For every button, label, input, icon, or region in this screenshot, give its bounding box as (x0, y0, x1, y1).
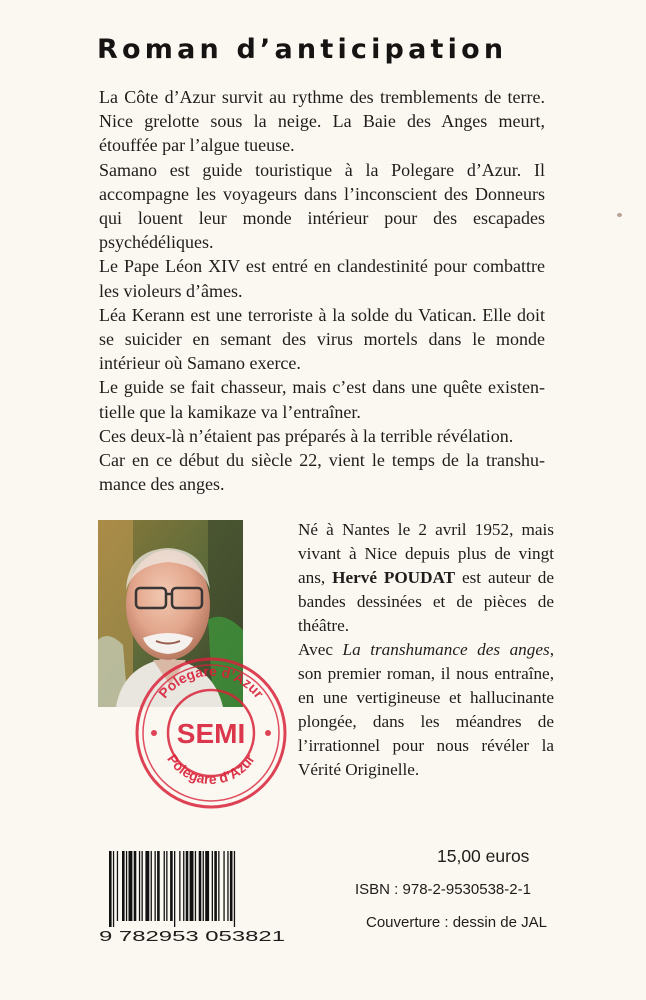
barcode-bar (139, 851, 140, 921)
synopsis-paragraph: Léa Kerann est une terroriste à la solde du Vatican. Elle doit se suicider en semant des virus mortels dans le monde intérieur où Samano exerce. (99, 304, 545, 374)
barcode-bar (205, 851, 209, 921)
synopsis-paragraph: Ces deux-là n’étaient pas préparés à la terrible révélation. (99, 425, 514, 446)
barcode-bar (199, 851, 202, 921)
bio-text: Avec (298, 640, 343, 659)
barcode-bar (174, 851, 175, 927)
author-bio (298, 518, 554, 782)
barcode-bar (129, 851, 133, 921)
bio-paragraph (298, 638, 554, 782)
synopsis-paragraph: Le Pape Léon XIV est entré en clandestinité pour combattre les violeurs d’âmes. (99, 256, 545, 301)
barcode-bar (142, 851, 143, 921)
barcode-bar (113, 851, 114, 927)
synopsis-paragraph: Samano est guide touristique à la Polegare d’Azur. Il accompagne les voyageurs dans l’inconscient des Donneurs qui louent leur monde intérieur pour des escapades psychédéliques. (99, 159, 545, 253)
barcode-bar (145, 851, 149, 921)
barcode-bar (218, 851, 219, 921)
barcode-bar (230, 851, 233, 921)
barcode-bar (134, 851, 137, 921)
bio-text: , son premier roman, il nous entraîne, en une vertigineuse et hallucinante plongée, dans les méandres de l’irrationnel pour nous révéler la Vérité Originelle. (298, 640, 554, 779)
barcode-bar (234, 851, 235, 927)
isbn: ISBN : 978-2-9530538-2-1 (355, 881, 531, 898)
price: 15,00 euros (437, 846, 530, 866)
barcode-bar (117, 851, 118, 921)
stamp-ring-top: Polegare d’Azur (155, 662, 268, 702)
barcode-bar (157, 851, 160, 921)
page-title: Roman d’anticipation (97, 34, 508, 65)
barcode-bar (195, 851, 196, 921)
barcode-bar (190, 851, 194, 921)
barcode-bar (166, 851, 167, 921)
synopsis-paragraph: Car en ce début du siècle 22, vient le temps de la transhumance des anges. (99, 450, 545, 495)
author-name: Hervé POUDAT (332, 568, 456, 587)
barcode-bar (122, 851, 125, 921)
svg-text:Polegare d’Azur (164, 751, 258, 787)
publisher-stamp (132, 654, 290, 812)
synopsis-paragraph: Le guide se fait chasseur, mais c’est dans une quête existentielle que la kamikaze va l’entraîner. (99, 377, 545, 422)
barcode-bar (164, 851, 165, 921)
barcode-bar (223, 851, 224, 921)
barcode-bar (214, 851, 217, 921)
bio-paragraph (298, 518, 554, 638)
barcode-bar (170, 851, 173, 921)
barcode-bar (126, 851, 127, 921)
barcode-bar (179, 851, 180, 921)
barcode-bar (183, 851, 184, 921)
barcode-bar (212, 851, 213, 921)
barcode-bar (151, 851, 152, 921)
stamp-ring-bottom: Polegare d’Azur (164, 751, 258, 788)
synopsis (99, 85, 545, 496)
bio-text: Né à Nantes le 2 avril 1952, mais vivant à Nice depuis plus de vingt ans, (298, 520, 554, 587)
bio-text: est auteur de bandes dessinées et de pièces de théâtre. (298, 568, 554, 635)
barcode (97, 851, 287, 943)
stamp-center-text: SEMI (176, 718, 246, 749)
book-title: La transhumance des anges (342, 640, 550, 659)
barcode-bar (155, 851, 156, 921)
cover-credit: Couverture : dessin de JAL (366, 914, 547, 931)
barcode-digits: 9 782953 053821 (99, 928, 285, 943)
synopsis-paragraph: La Côte d’Azur survit au rythme des tremblements de terre. Nice grelotte sous la neige. La Baie des Anges meurt, étouffée par l’algue tueuse. (99, 87, 545, 156)
barcode-bar (186, 851, 189, 921)
barcode-bar (109, 851, 112, 927)
barcode-bar (227, 851, 228, 921)
barcode-bar (203, 851, 204, 921)
paper-speck (617, 213, 622, 217)
